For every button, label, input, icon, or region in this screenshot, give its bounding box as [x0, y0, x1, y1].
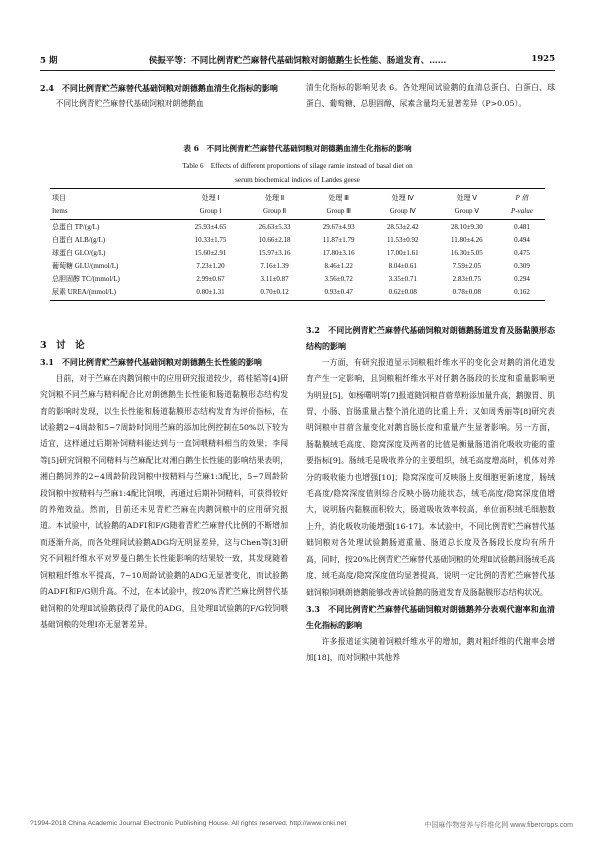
page-number: 1925 — [531, 54, 555, 64]
paragraph: 一方面，有研究报道显示饲粮粗纤维水平的变化会对鹅的消化道发育产生一定影响，且饲粮粗纤维水平对仔鹅各肠段的长度和重量影响更为明显[5]。如杨曙明等[7]报道随饲粮苜蓿草粉添加量升高，鹅腺胃、肌胃、小肠、盲肠重量占整个消化道的比重上升；又如周秀丽等[8]研究表明饲粮中苜蓿含量变化对鹅盲肠长度和重量产生显著影响。另一方面，肠黏膜绒毛高度、隐窝深度及两者的比值是衡量肠道消化吸收功能的重要指标[9]。肠绒毛是吸收养分的主要组织，绒毛高度增高时，机体对养分的吸收能力也增强[10]；隐窝深度可反映肠上皮细胞更新速度，肠绒毛高度/隐窝深度值则综合反映小肠功能状态，绒毛高度/隐窝深度值增大，说明肠内黏膜面积较大，肠道吸收效率较高，单位面积绒毛细胞数上升，消化吸收功能增强[16-17]。本试验中，不同比例青贮苎麻替代基础饲粮对各处理试验鹅肠道重量、肠道总长度及各肠段长度均有所升高，同时，按20%比例青贮苎麻替代基础饲粮的处理Ⅱ试验鹅回肠绒毛高度、绒毛高度/隐窝深度值均显著提高，说明一定比例的青贮苎麻替代基础饲粮饲喂朗德鹅能够改善试验鹅的肠道发育及肠黏膜形态结构状况。 — [306, 357, 555, 597]
table-cell: 26.63±5.33 — [258, 222, 291, 231]
paragraph: 不同比例青贮苎麻替代基础饲粮对朗德鹅血 — [55, 99, 204, 109]
table-cell: 7.16±1.39 — [260, 261, 289, 270]
table-cell: 15.60±2.91 — [194, 248, 227, 257]
table-cell: 0.475 — [514, 248, 530, 257]
section-heading-3-3: 3.3 不同比例青贮苎麻替代基础饲粮对朗德鹅养分表观代谢率和血清生化指标的影响 — [306, 603, 555, 631]
table-cell: 0.494 — [514, 235, 530, 244]
section-heading-3-2: 3.2 不同比例青贮苎麻替代基础饲粮对朗德鹅肠道发育及肠黏膜形态结构的影响 — [306, 325, 555, 352]
table-cell: 2.99±0.67 — [196, 274, 225, 283]
row-label: 尿素 UREA/(mmol/L) — [50, 285, 178, 301]
table-row — [50, 246, 545, 259]
table-cell: 0.80±1.31 — [178, 285, 242, 301]
table-cell: 0.93±0.47 — [307, 285, 371, 301]
table-cell: 11.87±1.79 — [322, 235, 355, 244]
col-head-items-en: Items — [50, 204, 178, 220]
col-head-pvalue-en: P-value — [499, 204, 545, 220]
row-label: 总蛋白 TP/(g/L) — [52, 222, 100, 231]
col-head-group3: 处理 Ⅲ — [307, 189, 371, 205]
col-head-group1-en: Group Ⅰ — [178, 204, 242, 220]
col-head-group2-en: Group Ⅱ — [243, 204, 307, 220]
table-cell: 28.53±2.42 — [386, 222, 419, 231]
top-left-column — [40, 80, 288, 113]
row-label: 球蛋白 GLO/(g/L) — [52, 248, 106, 257]
table-cell: 2.83±0.75 — [452, 274, 481, 283]
table-cell: 0.481 — [514, 222, 530, 231]
col-head-items: 项目 — [50, 189, 178, 205]
table-header-row-en — [50, 204, 545, 220]
top-right-column — [306, 80, 555, 113]
section-heading-3: 3 讨 论 — [40, 340, 85, 351]
table-cell: 17.80±3.16 — [322, 248, 355, 257]
table-cell: 0.62±0.08 — [371, 285, 435, 301]
table-cell: 0.294 — [514, 274, 530, 283]
table-row — [50, 272, 545, 285]
table-caption-cn: 表 6 不同比例青贮苎麻替代基础饲粮对朗德鹅血清生化指标的影响 — [183, 144, 412, 153]
row-label: 葡萄糖 GLU/(mmol/L) — [52, 261, 119, 270]
table-cell: 11.80±4.26 — [451, 235, 483, 244]
header-rule — [40, 70, 555, 71]
table-cell: 7.23±1.20 — [196, 261, 225, 270]
table-cell: 0.309 — [514, 261, 530, 270]
table-row — [50, 233, 545, 246]
table-cell: 7.59±2.05 — [452, 261, 481, 270]
table-cell: 25.93±4.65 — [194, 222, 227, 231]
table-caption-en-line2: serum biochemical indices of Landes geese — [235, 176, 360, 184]
table-cell: 3.11±0.87 — [260, 274, 289, 283]
paragraph: 清生化指标的影响见表 6。各处理间试验鹅的血清总蛋白、白蛋白、球蛋白、葡萄糖、总胆固醇、尿素含量均无显著差异（P>0.05）。 — [306, 83, 555, 109]
section-heading-2-4: 2.4 不同比例青贮苎麻替代基础饲粮对朗德鹅血清生化指标的影响 — [40, 83, 278, 93]
right-column — [306, 322, 555, 667]
running-title: 侯振平等：不同比例青贮苎麻替代基础饲粮对朗德鹅生长性能、肠道发育、…… — [148, 56, 447, 66]
table-cell: 10.66±2.18 — [258, 235, 291, 244]
col-head-group5-en: Group Ⅴ — [435, 204, 499, 220]
col-head-group5: 处理 Ⅴ — [435, 189, 499, 205]
paragraph: 许多报道证实随着饲粮纤维水平的增加，鹅对粗纤维的代谢率会增加[18]，而对饲粮中其他养 — [306, 636, 555, 663]
table-caption-en-line1: Table 6 Effects of different proportions of silage ramie instead of basal diet on — [182, 162, 413, 170]
section-heading-3-1: 3.1 不同比例青贮苎麻替代基础饲粮对朗德鹅生长性能的影响 — [40, 357, 262, 368]
table-row — [50, 220, 545, 234]
serum-biochem-table — [50, 188, 545, 301]
col-head-pvalue: P 值 — [499, 189, 545, 205]
table-cell: 0.70±0.12 — [243, 285, 307, 301]
table-row — [50, 259, 545, 272]
table-cell: 28.10±9.30 — [450, 222, 483, 231]
table-cell: 8.04±0.61 — [388, 261, 417, 270]
table-cell: 16.30±5.05 — [450, 248, 483, 257]
table-caption-en — [40, 159, 555, 187]
col-head-group4-en: Group Ⅳ — [371, 204, 435, 220]
table-cell: 3.35±0.71 — [388, 274, 417, 283]
col-head-group4: 处理 Ⅳ — [371, 189, 435, 205]
issue-number: 5 期 — [40, 56, 58, 66]
running-header — [40, 54, 555, 68]
table-header-row-cn — [50, 189, 545, 205]
left-column — [40, 338, 288, 633]
table-cell: 0.162 — [499, 285, 545, 301]
table-cell: 11.53±0.92 — [386, 235, 419, 244]
col-head-group1: 处理 Ⅰ — [178, 189, 242, 205]
copyright-footer: ?1994-2018 China Academic Journal Electronic Publishing House. All rights reserved. http://www.cnki.net — [30, 820, 347, 827]
paragraph: 目前，对于苎麻在肉鹅饲粮中的应用研究报道较少，蒋桂韬等[4]研究饲粮不同苎麻与精料配合比对朗德鹅生长性能和肠道黏膜形态结构发育的影响时发现，以生长性能和肠道黏膜形态结构发育为评价指标，在试验鹅2~4周龄和5~7周龄时饲用苎麻的添加比例控制在50%以下较为适宜，这样通过后期补饲精料能达到与一直饲喂精料相当的效果；李闯等[5]研究饲粮不同精料与苎麻配比对湘白鹅生长性能的影响结果表明，湘白鹅饲养的2~4周龄阶段饲粮中按精料与苎麻1:3配比，5~7周龄阶段饲粮中按精料与苎麻1:4配比饲喂，再通过后期补饲精料，可获得较好的养殖效益。然而，目前还未见青贮苎麻在肉鹅饲粮中的应用研究报道。本试验中，试验鹅的ADFI和F/G随着青贮苎麻替代比例的不断增加而逐渐升高，而各处理间试验鹅ADG均无明显差异，这与Chen等[3]研究不同粗纤维水平对罗曼白鹅生长性能影响的结果较一致，其发现随着饲粮粗纤维水平提高，7~10周龄试验鹅的ADG无显著变化，而试验鹅的ADFI和F/G则升高。不过，在本试验中，按20%青贮苎麻比例替代基础饲粮的处理Ⅱ试验鹅获得了最优的ADG，且处理Ⅱ试验鹅的F/G较饲喂基础饲粮的处理Ⅰ亦无显著差异。 — [40, 373, 288, 629]
table-cell: 15.97±3.16 — [258, 248, 291, 257]
col-head-group2: 处理 Ⅱ — [243, 189, 307, 205]
row-label: 总胆固醇 TC/(mmol/L) — [52, 274, 120, 283]
table-cell: 3.56±0.72 — [324, 274, 353, 283]
table-row — [50, 285, 545, 301]
table-cell: 10.33±1.75 — [194, 235, 227, 244]
row-label: 白蛋白 ALB/(g/L) — [52, 235, 106, 244]
table-cell: 17.00±1.61 — [386, 248, 419, 257]
table-cell: 8.46±1.22 — [324, 261, 353, 270]
table-cell: 0.78±0.08 — [435, 285, 499, 301]
watermark-text: 中国麻作物营养与纤维化网 www.fibercrops.com — [424, 822, 573, 829]
col-head-group3-en: Group Ⅲ — [307, 204, 371, 220]
table-cell: 29.67±4.93 — [322, 222, 355, 231]
